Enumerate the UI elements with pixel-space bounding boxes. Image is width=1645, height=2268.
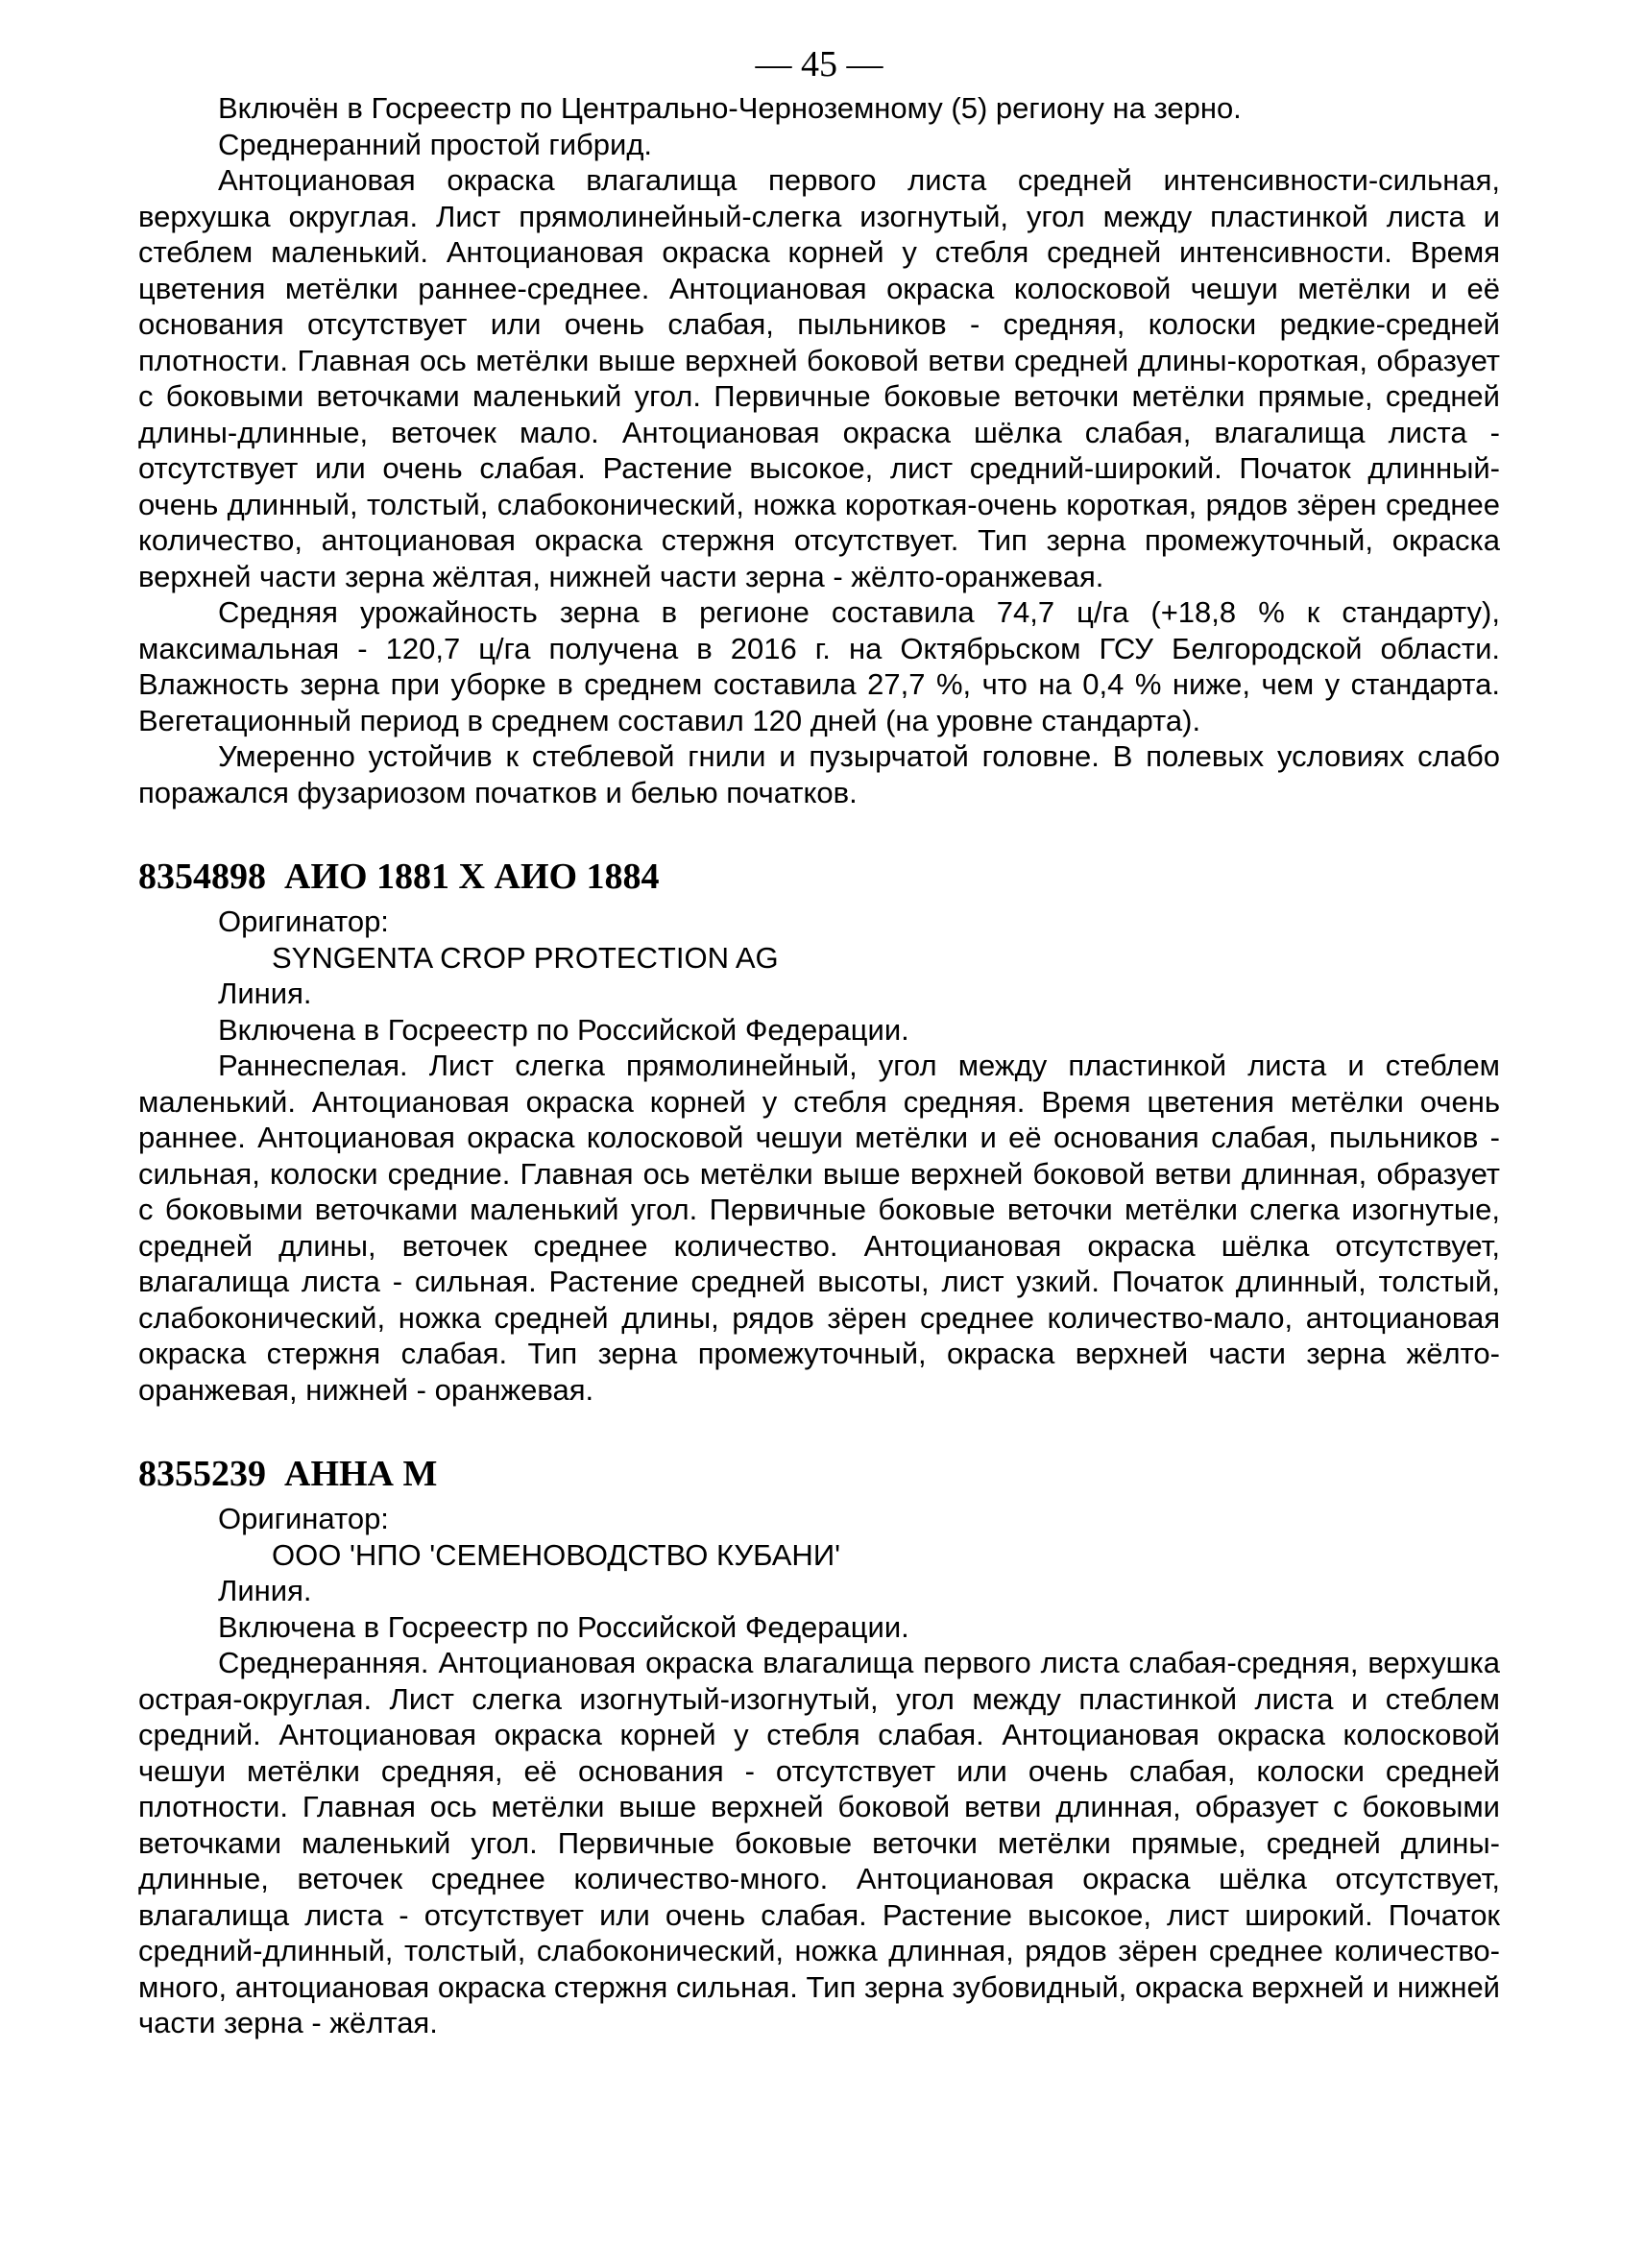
- entry-8354898: [138, 856, 1500, 1408]
- document-page: [138, 38, 1500, 2041]
- entry-registry: Включена в Госреестр по Российской Федерации.: [218, 1012, 909, 1047]
- entry-description: Раннеспелая. Лист слегка прямолинейный, угол между пластинкой листа и стеблем маленький. Антоциановая окраска корней у стебля средняя. Время цветения метёлки очень раннее. Антоциановая окраска колосковой чешуи метёлки и её основания слабая, пыльников - сильная, колоски средние. Главная ось метёлки выше верхней боковой ветви длинная, образует с боковыми веточками маленький угол. Первичные боковые веточки метёлки слегка изогнутые, средней длины, веточек среднее количество. Антоциановая окраска шёлка отсутствует, влагалища листа - сильная. Растение средней высоты, лист узкий. Початок длинный, толстый, слабоконический, ножка средней длины, рядов зёрен среднее количество-мало, антоциановая окраска стержня слабая. Тип зерна промежуточный, окраска верхней части зерна жёлто-оранжевая, нижней - оранжевая.: [138, 1049, 1500, 1407]
- intro-hybrid-type-paragraph: Среднеранний простой гибрид.: [218, 127, 653, 161]
- entry-type: Линия.: [218, 977, 312, 1010]
- page-number: — 45 —: [755, 44, 883, 84]
- entry-heading: 8354898 АИО 1881 Х АИО 1884: [138, 857, 660, 897]
- entry-8355239: [138, 1453, 1500, 2041]
- originator-label: Оригинатор:: [218, 1502, 389, 1535]
- intro-section: [138, 90, 1500, 810]
- intro-registry-paragraph: Включён в Госреестр по Центрально-Черноземному (5) региону на зерно.: [218, 91, 1242, 125]
- entry-description: Среднеранняя. Антоциановая окраска влагалища первого листа слабая-средняя, верхушка острая-округлая. Лист слегка изогнутый-изогнутый, угол между пластинкой листа и стеблем средний. Антоциановая окраска корней у стебля слабая. Антоциановая окраска колосковой чешуи метёлки средняя, её основания - отсутствует или очень слабая, колоски средней плотности. Главная ось метёлки выше верхней боковой ветви длинная, образует с боковыми веточками маленький угол. Первичные боковые веточки метёлки прямые, средней длины-длинные, веточек среднее количество-много. Антоциановая окраска шёлка отсутствует, влагалища листа - отсутствует или очень слабая. Растение высокое, лист широкий. Початок средний-длинный, толстый, слабоконический, ножка длинная, рядов зёрен среднее количество-много, антоциановая окраска стержня сильная. Тип зерна зубовидный, окраска верхней и нижней части зерна - жёлтая.: [138, 1646, 1500, 2039]
- intro-resistance-paragraph: Умеренно устойчив к стеблевой гнили и пузырчатой головне. В полевых условиях слабо поражался фузариозом початков и белью початков.: [138, 739, 1500, 809]
- originator-label: Оригинатор:: [218, 905, 389, 938]
- intro-yield-paragraph: Средняя урожайность зерна в регионе составила 74,7 ц/га (+18,8 % к стандарту), максимальная - 120,7 ц/га получена в 2016 г. на Октябрьском ГСУ Белгородской области. Влажность зерна при уборке в среднем составила 27,7 %, что на 0,4 % ниже, чем у стандарта. Вегетационный период в среднем составил 120 дней (на уровне стандарта).: [138, 595, 1500, 737]
- entry-type: Линия.: [218, 1574, 312, 1607]
- originator-name: SYNGENTA CROP PROTECTION AG: [272, 940, 779, 975]
- entry-heading: 8355239 АННА М: [138, 1454, 438, 1494]
- entry-registry: Включена в Госреестр по Российской Федерации.: [218, 1609, 909, 1644]
- originator-name: ООО 'НПО 'СЕМЕНОВОДСТВО КУБАНИ': [272, 1537, 841, 1572]
- intro-description-paragraph: Антоциановая окраска влагалища первого листа средней интенсивности-сильная, верхушка округлая. Лист прямолинейный-слегка изогнутый, угол между пластинкой листа и стеблем маленький. Антоциановая окраска корней у стебля средней интенсивности. Время цветения метёлки раннее-среднее. Антоциановая окраска колосковой чешуи метёлки и её основания отсутствует или очень слабая, пыльников - средняя, колоски редкие-средней плотности. Главная ось метёлки выше верхней боковой ветви средней длины-короткая, образует с боковыми веточками маленький угол. Первичные боковые веточки метёлки прямые, средней длины-длинные, веточек мало. Антоциановая окраска шёлка слабая, влагалища листа - отсутствует или очень слабая. Растение высокое, лист средний-широкий. Початок длинный-очень длинный, толстый, слабоконический, ножка короткая-очень короткая, рядов зёрен среднее количество, антоциановая окраска стержня отсутствует. Тип зерна промежуточный, окраска верхней части зерна жёлтая, нижней части зерна - жёлто-оранжевая.: [138, 163, 1500, 593]
